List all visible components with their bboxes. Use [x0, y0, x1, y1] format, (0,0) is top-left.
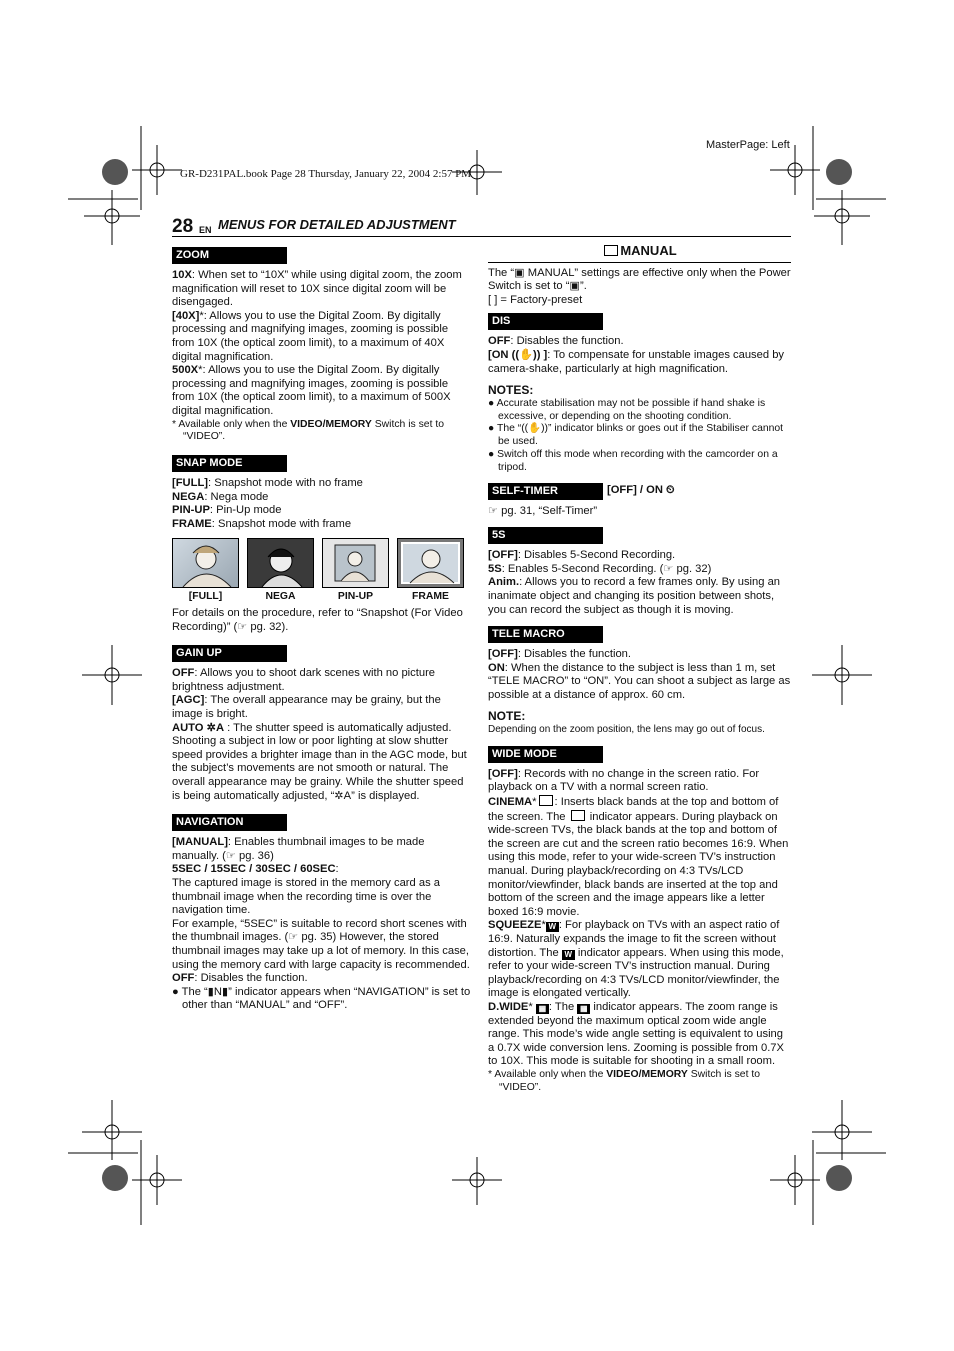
five-off: [OFF]: Disables 5-Second Recording. [488, 549, 676, 562]
right-column [488, 244, 791, 1095]
self-timer-row [488, 483, 791, 500]
five-anim: Anim.: Allows you to record a few frames only. By using an inanimate object and changing its position between shots, you can record the subject as though it is moving. [488, 576, 781, 616]
wide-cinema: CINEMA* : Inserts black bands at the top and bottom of the screen. The indicator appears. During playback on wide-screen TVs, the black bands at the top and bottom of the screen are cut and the screen ratio becomes 16:9. When using this mode, refer to your wide-screen TV’s instruction manual. During playback/recording on 4:3 TVs/LCD monitor/viewfinder, black bands are inserted at the top and bottom of the screen and the image appears like a letter boxed 16:9 movie. [488, 796, 789, 918]
squeeze-icon: W [546, 922, 559, 932]
thumb-pinup: PIN-UP [322, 538, 389, 604]
squeeze-indicator-icon: W [562, 950, 575, 960]
gain-off: OFF: Allows you to shoot dark scenes with no picture brightness adjustment. [172, 667, 436, 693]
page-title: MENUS FOR DETAILED ADJUSTMENT [218, 217, 456, 232]
gain-auto: AUTO ✲A : The shutter speed is automatically adjusted. Shooting a subject in low or poor lighting at slow shutter speed provides a brighter image than in the AGC mode, but the subject’s movements are not smooth or natural. The overall appearance may be grainy. While the shutter speed is being automatically adjusted, “✲A” is displayed. [172, 721, 467, 802]
thumb-full: [FULL] [172, 538, 239, 604]
section-dis-title: DIS [488, 313, 603, 330]
wide-off: [OFF]: Records with no change in the screen ratio. For playback on a TV with a normal screen ratio. [488, 767, 760, 794]
tele-note-heading: NOTE: [488, 709, 526, 724]
cinema-icon [539, 795, 553, 806]
thumb-frame: FRAME [397, 538, 464, 604]
zoom-500x: 500X*: Allows you to use the Digital Zoom. By digitally processing and magnifying images, zooming is possible from 10X (the optical zoom limit), to a maximum of 500X digital magnification. [172, 364, 451, 417]
snap-pinup: PIN-UP: Pin-Up mode [172, 504, 282, 517]
dis-on: [ON ((✋)) ]: To compensate for unstable images caused by camera-shake, particularly at high magnification. [488, 348, 785, 375]
factory-preset: [ ] = Factory-preset [488, 293, 583, 306]
dis-note-3: ● Switch off this mode when recording with the camcorder on a tripod. [488, 448, 778, 473]
snap-full: [FULL]: Snapshot mode with no frame [172, 477, 363, 490]
self-timer-ref: ☞ pg. 31, “Self-Timer” [488, 504, 598, 517]
nav-manual: [MANUAL]: Enables thumbnail images to be made manually. (☞ pg. 36) [172, 836, 425, 862]
dis-notes-heading: NOTES: [488, 383, 534, 398]
book-info-line: GR-D231PAL.book Page 28 Thursday, January 22, 2004 2:57 PM [180, 168, 472, 180]
zoom-footnote: * Available only when the VIDEO/MEMORY Switch is set to “VIDEO”. [172, 418, 445, 443]
manual-heading: MANUAL [488, 244, 791, 263]
gain-agc: [AGC]: The overall appearance may be grainy, but the image is bright. [172, 694, 441, 721]
wide-dwide: D.WIDE* ▦ : The ▦ indicator appears. The zoom range is extended beyond the maximum optical zoom wide angle range. This mode’s wide angle setting is equivalent to using a 0.7X wide conversion lens. Zooming is possible from 0.7X to 10X. This mode is suitable for shooting in a small room. [488, 1000, 784, 1068]
manual-intro: The “▣ MANUAL” settings are effective only when the Power Switch is set to “▣”. [488, 266, 791, 293]
dwide-icon: ▦ [536, 1004, 549, 1014]
snap-frame: FRAME: Snapshot mode with frame [172, 517, 352, 530]
tele-off: [OFF]: Disables the function. [488, 648, 632, 661]
cinema-indicator-icon [571, 810, 585, 821]
section-tele-macro-title: TELE MACRO [488, 626, 603, 643]
dis-off: OFF: Disables the function. [488, 335, 624, 348]
dis-note-1: ● Accurate stabilisation may not be possible if hand shake is excessive, or depending on the shooting condition. [488, 397, 766, 422]
zoom-40x: [40X]*: Allows you to use the Digital Zoom. By digitally processing and magnifying images, zooming is possible from 10X (the optical zoom limit), to a maximum of 40X digital magnification. [172, 309, 449, 363]
section-wide-mode-title: WIDE MODE [488, 746, 603, 763]
language-code: EN [199, 225, 212, 235]
section-zoom-title: ZOOM [172, 247, 287, 264]
manual-mode-icon [604, 245, 618, 256]
nav-desc: The captured image is stored in the memory card as a thumbnail image when the recording time is over the navigation time. [172, 877, 441, 917]
page-number: 28 [172, 216, 194, 237]
section-navigation-title: NAVIGATION [172, 814, 287, 831]
zoom-10x: 10X: When set to “10X” while using digital zoom, the zoom magnification will reset to 10X since digital zoom will be disengaged. [172, 269, 462, 309]
left-column [172, 247, 472, 1013]
section-gain-title: GAIN UP [172, 645, 287, 662]
dis-note-2: ● The “((✋))” indicator blinks or goes out if the Stabiliser cannot be used. [488, 423, 784, 448]
thumb-nega: NEGA [247, 538, 314, 604]
nav-bullet: ● The “▮N▮” indicator appears when “NAVIGATION” is set to other than “MANUAL” and “OFF”. [172, 985, 471, 1012]
snap-nega: NEGA: Nega mode [172, 490, 269, 503]
wide-squeeze: SQUEEZE* W : For playback on TVs with an aspect ratio of 16:9. Naturally expands the image to fit the screen without distortion. The W indicator appears. When using this mode, refer to your wide-screen TV’s instruction manual. During playback/recording on 4:3 TVs/LCD monitor/viewfinder, the image is elongated vertically. [488, 919, 784, 1000]
dwide-indicator-icon: ▦ [577, 1004, 590, 1014]
tele-on: ON: When the distance to the subject is less than 1 m, set “TELE MACRO” to “ON”. You can shoot a subject as large as possible at a distance of approx. 60 cm. [488, 661, 791, 701]
snap-thumbnails [172, 538, 472, 604]
snap-details: For details on the procedure, refer to “Snapshot (For Video Recording)” (☞ pg. 32). [172, 607, 463, 633]
section-snap-title: SNAP MODE [172, 455, 287, 472]
wide-footnote: * Available only when the VIDEO/MEMORY Switch is set to “VIDEO”. [488, 1068, 761, 1093]
nav-off: OFF: Disables the function. [172, 972, 308, 985]
page-header [172, 214, 791, 237]
self-timer-options: [OFF] / ON ⏲ [607, 484, 675, 497]
nav-sec: 5SEC / 15SEC / 30SEC / 60SEC: [172, 863, 339, 876]
five-5s: 5S: Enables 5-Second Recording. (☞ pg. 32) [488, 562, 712, 575]
nav-example: For example, “5SEC” is suitable to record short scenes with the thumbnail images. (☞ pg. 35) However, the stored thumbnail images may take up a lot of memory. In this case, using the memory card with large capacity is recommended. [172, 917, 470, 971]
tele-note: Depending on the zoom position, the lens may go out of focus. [488, 724, 765, 736]
master-page-label: MasterPage: Left [706, 139, 790, 151]
section-self-timer-title: SELF-TIMER [488, 483, 603, 500]
section-5s-title: 5S [488, 527, 603, 544]
